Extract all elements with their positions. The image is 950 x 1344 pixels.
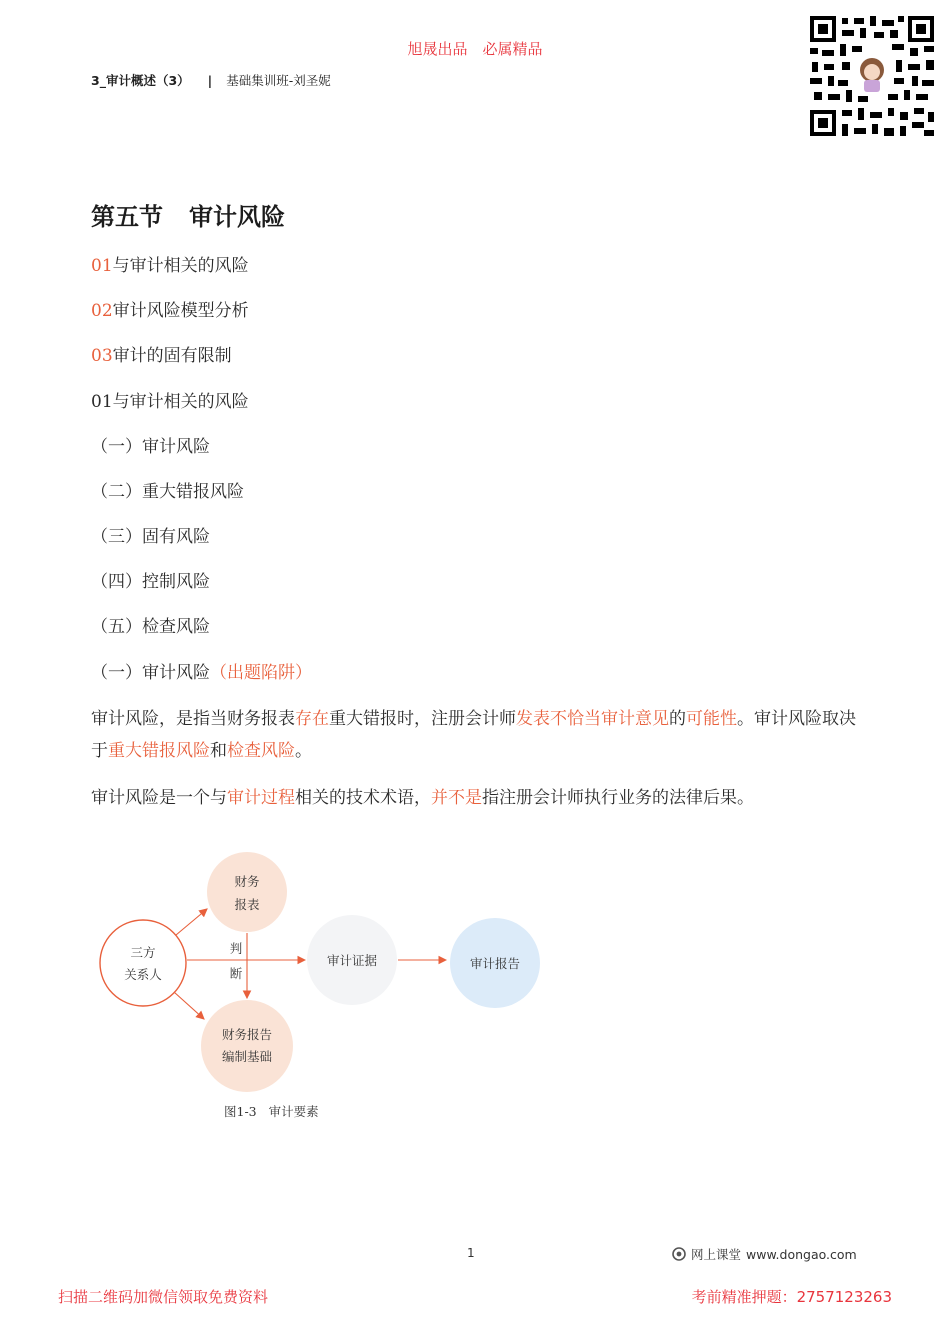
financial-statements-node	[207, 852, 287, 932]
outline-number: 03	[91, 346, 113, 366]
exam-trap-note: （出题陷阱）	[210, 663, 312, 683]
dongao-logo-icon	[672, 1247, 686, 1261]
para-highlight: 重大错报风险	[108, 741, 210, 761]
framework-label-1: 财务报告	[221, 1027, 273, 1042]
outline-item	[91, 299, 249, 323]
site-brand[interactable]	[672, 1245, 857, 1263]
reporting-framework-node	[201, 1000, 293, 1092]
para-text: 的	[669, 709, 686, 729]
caption-number: 图1-3	[224, 1104, 257, 1119]
section-title	[91, 197, 285, 232]
site-name: 网上课堂	[691, 1247, 742, 1262]
outline-number: 01	[91, 256, 113, 276]
risk-item: （二）重大错报风险	[91, 482, 244, 502]
term-paragraph	[91, 782, 871, 814]
three-party-label-1: 三方	[130, 945, 156, 960]
outline-item	[91, 344, 232, 368]
risk-item: （四）控制风险	[91, 572, 210, 592]
statements-label-1: 财务	[234, 874, 260, 889]
three-party-node	[100, 920, 186, 1006]
para-text: 审计风险，是指当财务报表	[91, 709, 295, 729]
statements-label-2: 报表	[234, 897, 260, 912]
section-number: 第五节	[91, 202, 163, 231]
judgement-label-1: 判	[229, 941, 243, 956]
risk-item: （一）审计风险	[91, 437, 210, 457]
outline-text: 与审计相关的风险	[112, 256, 249, 276]
outline-text: 审计风险模型分析	[112, 301, 249, 321]
outline-number: 02	[91, 301, 113, 321]
site-url[interactable]: www.dongao.com	[746, 1246, 857, 1262]
page-number: 1	[467, 1246, 475, 1260]
para-highlight: 存在	[295, 709, 329, 729]
para-highlight: 并不是	[431, 788, 482, 808]
para-text: 和	[210, 741, 227, 761]
audit-elements-diagram	[90, 845, 560, 1115]
para-text: 指注册会计师执行业务的法律后果。	[482, 788, 754, 808]
heading-text: （一）审计风险	[91, 663, 210, 683]
footer-contact: 考前精准押题：2757123263	[691, 1288, 892, 1306]
para-highlight: 发表不恰当审计意见	[516, 709, 669, 729]
footer-qr-promo: 扫描二维码加微信领取免费资料	[58, 1288, 269, 1306]
para-text: 重大错报时，注册会计师	[329, 709, 516, 729]
header-separator: |	[207, 73, 213, 88]
para-text: 审计风险是一个与	[91, 788, 227, 808]
para-highlight: 可能性	[686, 709, 737, 729]
evidence-label: 审计证据	[326, 953, 378, 968]
para-text: 。审计风险取决于	[91, 709, 856, 761]
course-title: 3_审计概述（3）	[91, 73, 190, 88]
report-label: 审计报告	[469, 956, 521, 971]
brand-banner: 旭晟出品 必属精品	[407, 40, 543, 58]
para-text: 。	[295, 741, 312, 761]
caption-text: 审计要素	[268, 1104, 319, 1119]
figure-caption	[224, 1102, 319, 1120]
para-text: 相关的技术术语，	[295, 788, 431, 808]
framework-label-2: 编制基础	[221, 1049, 273, 1064]
subsection-title: 01与审计相关的风险	[91, 392, 249, 412]
section-name: 审计风险	[189, 202, 285, 231]
judgement-label-2: 断	[229, 966, 243, 981]
para-highlight: 检查风险	[227, 741, 295, 761]
risk-item: （三）固有风险	[91, 527, 210, 547]
three-party-label-2: 关系人	[124, 967, 162, 982]
arrow-to-framework	[174, 992, 204, 1019]
qr-code-icon	[808, 14, 936, 138]
risk-item: （五）检查风险	[91, 617, 210, 637]
para-highlight: 审计过程	[227, 788, 295, 808]
page-header	[91, 71, 331, 89]
audit-risk-heading	[91, 661, 312, 685]
definition-paragraph	[91, 703, 871, 767]
arrow-to-statements	[176, 909, 207, 935]
outline-text: 审计的固有限制	[112, 346, 232, 366]
class-name: 基础集训班-刘圣妮	[226, 73, 331, 88]
outline-item	[91, 254, 249, 278]
